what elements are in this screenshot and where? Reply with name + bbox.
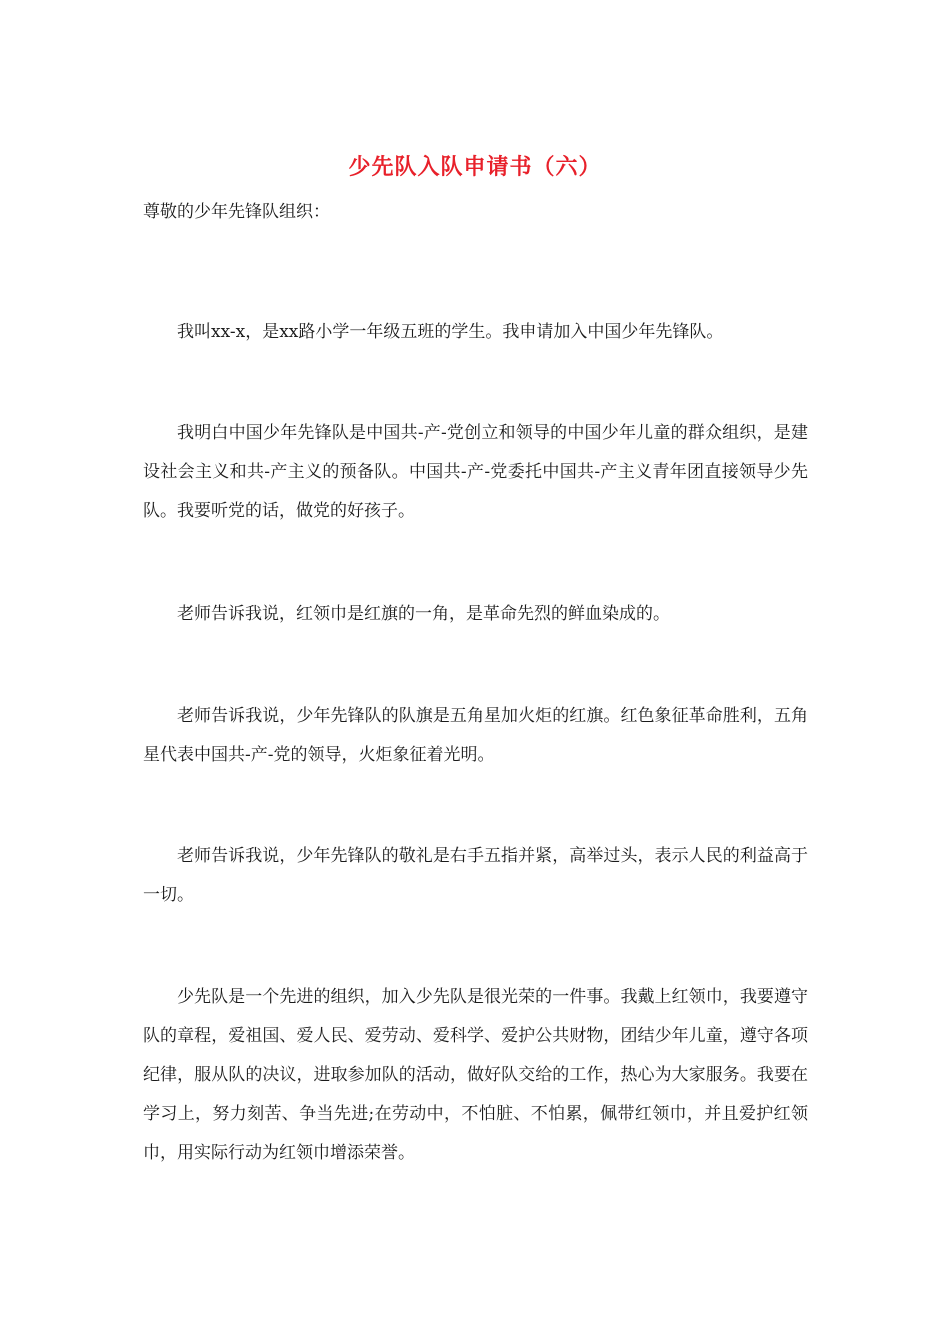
paragraph-understanding: 我明白中国少年先锋队是中国共-产-党创立和领导的中国少年儿童的群众组织，是建设社会主义和共-产主义的预备队。中国共-产-党委托中国共-产主义青年团直接领导少先队。我要听党的话，做党的好孩子。 — [143, 423, 808, 521]
document-title: 少先队入队申请书（六） — [348, 155, 602, 180]
greeting-line: 尊敬的少年先锋队组织： — [143, 202, 330, 222]
paragraph-salute: 老师告诉我说，少年先锋队的敬礼是右手五指并紧，高举过头，表示人民的利益高于一切。 — [143, 846, 808, 905]
paragraph-commitment: 少先队是一个先进的组织，加入少先队是很光荣的一件事。我戴上红领巾，我要遵守队的章程，爱祖国、爱人民、爱劳动、爱科学、爱护公共财物，团结少年儿童，遵守各项纪律，服从队的决议，进取参加队的活动，做好队交给的工作，热心为大家服务。我要在学习上，努力刻苦、争当先进;在劳动中，不怕脏、不怕累，佩带红领巾，并且爱护红领巾，用实际行动为红领巾增添荣誉。 — [143, 987, 808, 1163]
paragraph-team-flag: 老师告诉我说，少年先锋队的队旗是五角星加火炬的红旗。红色象征革命胜利，五角星代表中国共-产-党的领导，火炬象征着光明。 — [143, 706, 808, 765]
paragraph-introduction: 我叫xx-x，是xx路小学一年级五班的学生。我申请加入中国少年先锋队。 — [177, 322, 724, 342]
paragraph-red-scarf: 老师告诉我说，红领巾是红旗的一角，是革命先烈的鲜血染成的。 — [177, 604, 670, 624]
